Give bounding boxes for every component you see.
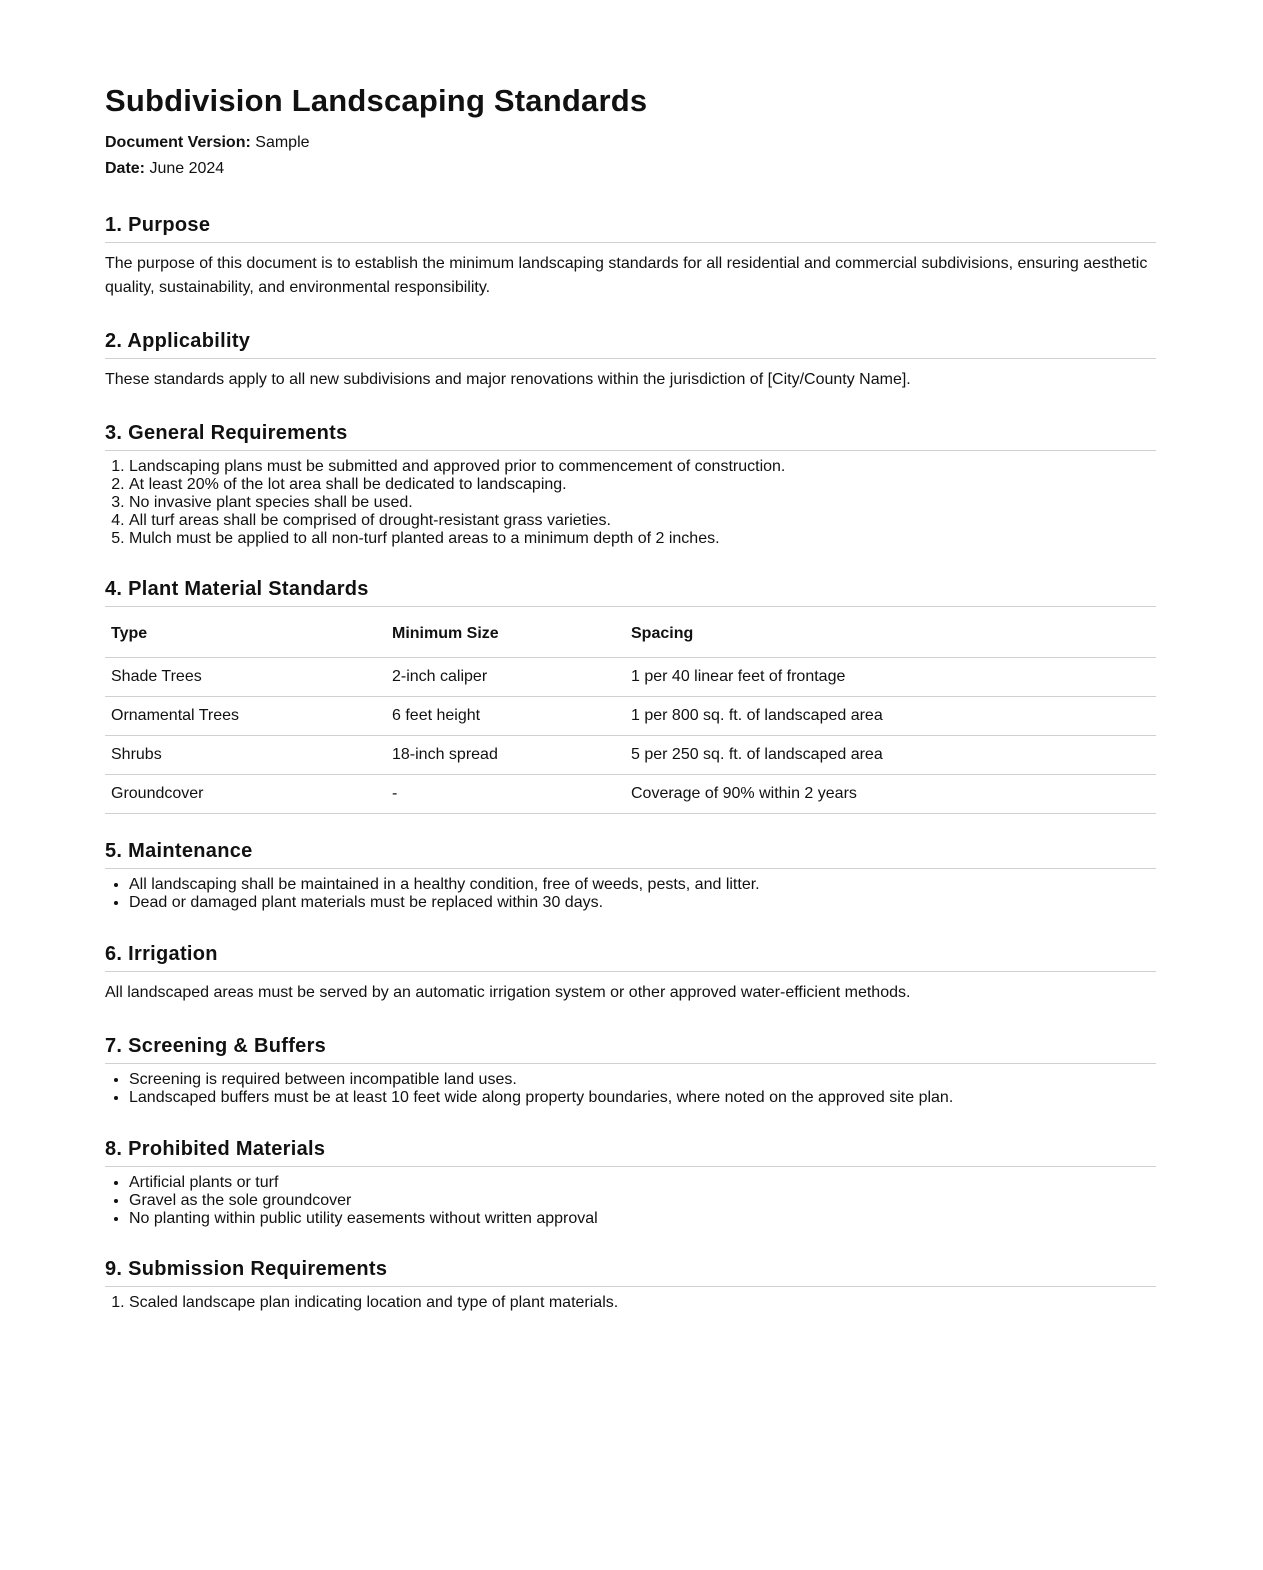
cell-spacing: Coverage of 90% within 2 years [625, 775, 1156, 814]
section-heading: 2. Applicability [105, 330, 1156, 359]
cell-type: Groundcover [105, 775, 386, 814]
list-item: • Dead or damaged plant materials must be replaced within 30 days. [129, 894, 1156, 912]
section-heading: 6. Irrigation [105, 943, 1156, 972]
cell-type: Shrubs [105, 736, 386, 775]
column-header-minimum-size: Minimum Size [386, 611, 625, 658]
list-item: 1. Landscaping plans must be submitted and approved prior to commencement of construction. [129, 458, 1156, 476]
list-item: • No planting within public utility easements without written approval [129, 1210, 1156, 1228]
section-heading: 5. Maintenance [105, 840, 1156, 869]
list-item: 4. All turf areas shall be comprised of drought-resistant grass varieties. [129, 512, 1156, 530]
date-label: Date: [105, 160, 146, 177]
screening-list [105, 1071, 1156, 1107]
section-heading: 9. Submission Requirements [105, 1258, 1156, 1287]
version-value: Sample [255, 134, 310, 151]
requirements-list [105, 458, 1156, 548]
cell-minimum-size: 6 feet height [386, 697, 625, 736]
document-date [105, 160, 224, 178]
section-heading: 4. Plant Material Standards [105, 578, 1156, 607]
cell-spacing: 5 per 250 sq. ft. of landscaped area [625, 736, 1156, 775]
plant-standards-table [105, 611, 1156, 814]
section-applicability [105, 330, 1156, 392]
date-value: June 2024 [149, 160, 225, 177]
section-purpose [105, 214, 1156, 300]
table-row [105, 736, 1156, 775]
list-item: 1. Scaled landscape plan indicating location and type of plant materials. [129, 1294, 1156, 1312]
list-item: • Screening is required between incompatible land uses. [129, 1071, 1156, 1089]
cell-minimum-size: 18-inch spread [386, 736, 625, 775]
cell-minimum-size: - [386, 775, 625, 814]
column-header-type: Type [105, 611, 386, 658]
cell-minimum-size: 2-inch caliper [386, 658, 625, 697]
maintenance-list [105, 876, 1156, 912]
section-heading: 7. Screening & Buffers [105, 1035, 1156, 1064]
list-item: 5. Mulch must be applied to all non-turf planted areas to a minimum depth of 2 inches. [129, 530, 1156, 548]
page-title: Subdivision Landscaping Standards [105, 83, 648, 118]
section-submission-requirements [105, 1258, 1156, 1312]
section-heading: 8. Prohibited Materials [105, 1138, 1156, 1167]
cell-type: Ornamental Trees [105, 697, 386, 736]
column-header-spacing: Spacing [625, 611, 1156, 658]
list-item: 3. No invasive plant species shall be used. [129, 494, 1156, 512]
submission-list [105, 1294, 1156, 1312]
version-label: Document Version: [105, 134, 251, 151]
section-screening-buffers [105, 1035, 1156, 1107]
cell-spacing: 1 per 800 sq. ft. of landscaped area [625, 697, 1156, 736]
section-maintenance [105, 840, 1156, 912]
table-row [105, 658, 1156, 697]
document-page [105, 0, 1156, 1311]
section-irrigation [105, 943, 1156, 1005]
section-text: All landscaped areas must be served by an automatic irrigation system or other approved water-efficient methods. [105, 984, 911, 1001]
table-header-row [105, 611, 1156, 658]
cell-type: Shade Trees [105, 658, 386, 697]
section-general-requirements [105, 422, 1156, 548]
section-plant-material [105, 578, 1156, 814]
section-prohibited-materials [105, 1138, 1156, 1228]
list-item: • Landscaped buffers must be at least 10 feet wide along property boundaries, where noted on the approved site plan. [129, 1089, 1156, 1107]
section-text: The purpose of this document is to establish the minimum landscaping standards for all residential and commercial subdivisions, ensuring aesthetic quality, sustainability, and environmental responsibility. [105, 255, 1148, 296]
list-item: • Gravel as the sole groundcover [129, 1192, 1156, 1210]
list-item: • All landscaping shall be maintained in a healthy condition, free of weeds, pests, and litter. [129, 876, 1156, 894]
section-text: These standards apply to all new subdivisions and major renovations within the jurisdiction of [City/County Name]. [105, 371, 911, 388]
table-row [105, 697, 1156, 736]
list-item: • Artificial plants or turf [129, 1174, 1156, 1192]
table-row [105, 775, 1156, 814]
section-heading: 1. Purpose [105, 214, 1156, 243]
document-version [105, 134, 310, 152]
section-heading: 3. General Requirements [105, 422, 1156, 451]
prohibited-list [105, 1174, 1156, 1228]
list-item: 2. At least 20% of the lot area shall be dedicated to landscaping. [129, 476, 1156, 494]
cell-spacing: 1 per 40 linear feet of frontage [625, 658, 1156, 697]
